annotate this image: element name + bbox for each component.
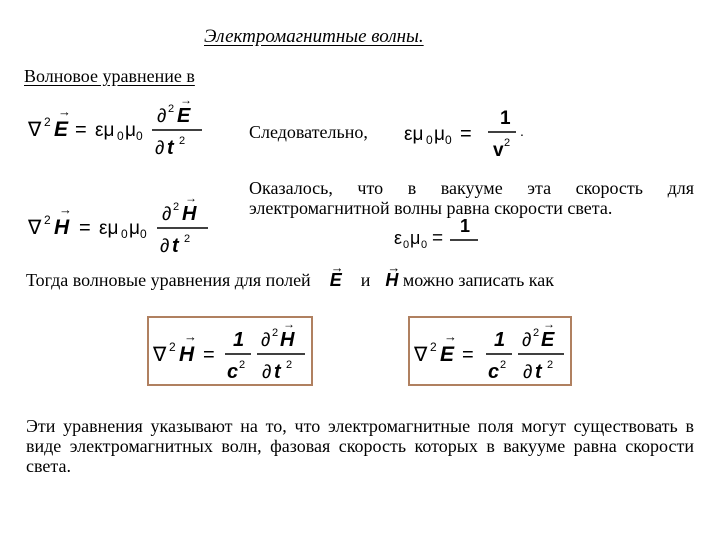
svg-text:2: 2 (169, 340, 176, 354)
svg-text:1: 1 (233, 329, 245, 351)
boxed-wave-equation-h (147, 316, 313, 386)
therefore-label: Следовательно, (249, 122, 368, 142)
svg-text:∂: ∂ (262, 362, 272, 383)
svg-text:E: E (177, 105, 191, 127)
conclusion-paragraph: Эти уравнения указывают на то, что электромагнитные поля могут существовать в виде электромагнитных волн, фазовая скорость которых в вакууме равна скорости света. (26, 416, 694, 476)
svg-text:H: H (182, 203, 197, 225)
svg-text:0: 0 (117, 129, 124, 143)
svg-text:→: → (283, 318, 295, 331)
svg-text:εμ: εμ (404, 124, 424, 145)
svg-text:c: c (227, 361, 239, 383)
svg-text:∂: ∂ (160, 236, 170, 257)
then-sentence (26, 260, 716, 290)
svg-text:2: 2 (184, 233, 191, 245)
svg-text:εμ: εμ (95, 120, 115, 141)
svg-text:∂: ∂ (261, 330, 271, 351)
svg-text:2: 2 (286, 359, 293, 371)
svg-text:=: = (460, 123, 472, 145)
then-text-after: можно записать как (402, 270, 554, 290)
svg-text:t: t (172, 235, 179, 257)
svg-text:=: = (462, 344, 474, 366)
svg-text:→: → (543, 318, 555, 331)
svg-text:0: 0 (426, 133, 433, 147)
svg-text:2: 2 (173, 201, 180, 213)
svg-text:t: t (274, 361, 281, 383)
wave-equation-e (22, 98, 232, 160)
svg-text:0: 0 (421, 239, 428, 251)
svg-text:ε: ε (394, 228, 403, 248)
svg-text:H: H (179, 343, 195, 366)
wave-equation-h (22, 198, 232, 260)
vacuum-relation (390, 214, 490, 264)
page-title: Электромагнитные волны. (204, 26, 424, 47)
vector-arrow-icon: → (330, 260, 344, 275)
svg-text:2: 2 (168, 103, 175, 115)
svg-text:0: 0 (140, 227, 147, 241)
svg-text:=: = (432, 228, 444, 249)
svg-text:→: → (58, 104, 71, 119)
svg-text:→: → (184, 329, 197, 344)
svg-text:→: → (180, 98, 192, 107)
svg-text:∇: ∇ (28, 119, 42, 141)
svg-text:2: 2 (547, 359, 554, 371)
svg-text:v: v (493, 140, 504, 161)
section-subtitle: Волновое уравнение в (24, 66, 195, 86)
svg-text:c: c (488, 361, 500, 383)
svg-text:E: E (541, 329, 555, 351)
svg-text:∂: ∂ (162, 204, 172, 225)
svg-text:0: 0 (136, 129, 143, 143)
svg-text:2: 2 (430, 340, 437, 354)
boxed-wave-equation-e (408, 316, 572, 386)
svg-text:H: H (54, 216, 70, 239)
svg-text:μ: μ (129, 218, 140, 239)
svg-text:1: 1 (494, 329, 506, 351)
svg-text:2: 2 (44, 213, 51, 227)
svg-text:2: 2 (239, 359, 246, 371)
svg-text:0: 0 (445, 133, 452, 147)
svg-text:0: 0 (121, 227, 128, 241)
svg-text:μ: μ (125, 120, 136, 141)
then-text-and: и (360, 270, 371, 290)
svg-text:.: . (520, 123, 524, 139)
svg-text:0: 0 (403, 239, 410, 251)
svg-text:=: = (75, 119, 87, 141)
svg-text:2: 2 (44, 115, 51, 129)
svg-text:μ: μ (434, 124, 445, 145)
svg-text:→: → (185, 198, 197, 205)
svg-text:∂: ∂ (523, 362, 533, 383)
svg-text:t: t (167, 137, 174, 159)
svg-text:2: 2 (272, 327, 279, 339)
svg-text:1: 1 (460, 216, 471, 236)
svg-text:t: t (535, 361, 542, 383)
svg-text:=: = (203, 344, 215, 366)
then-text-before: Тогда волновые уравнения для полей (26, 270, 311, 290)
svg-text:2: 2 (500, 359, 507, 371)
svg-text:∇: ∇ (414, 344, 428, 366)
svg-text:∂: ∂ (157, 106, 167, 127)
svg-text:2: 2 (179, 135, 186, 147)
svg-text:1: 1 (500, 108, 511, 129)
svg-text:→: → (444, 329, 457, 344)
speed-relation (400, 102, 530, 164)
finding-paragraph: Оказалось, что в вакууме эта скорость для электромагнитной волны равна скорости света. (249, 178, 694, 218)
field-e-symbol: → E (329, 260, 344, 290)
svg-text:2: 2 (504, 137, 511, 149)
field-h-symbol: → H (385, 260, 401, 290)
svg-text:μ: μ (410, 228, 421, 248)
svg-text:∇: ∇ (28, 217, 42, 239)
svg-text:E: E (54, 118, 69, 141)
svg-text:2: 2 (533, 327, 540, 339)
vector-arrow-icon: → (387, 260, 401, 275)
svg-text:→: → (59, 202, 72, 217)
svg-text:∂: ∂ (155, 138, 165, 159)
svg-text:εμ: εμ (99, 218, 119, 239)
svg-text:E: E (440, 343, 455, 366)
svg-text:∂: ∂ (522, 330, 532, 351)
svg-text:∇: ∇ (153, 344, 167, 366)
svg-text:=: = (79, 217, 91, 239)
svg-text:H: H (280, 329, 295, 351)
